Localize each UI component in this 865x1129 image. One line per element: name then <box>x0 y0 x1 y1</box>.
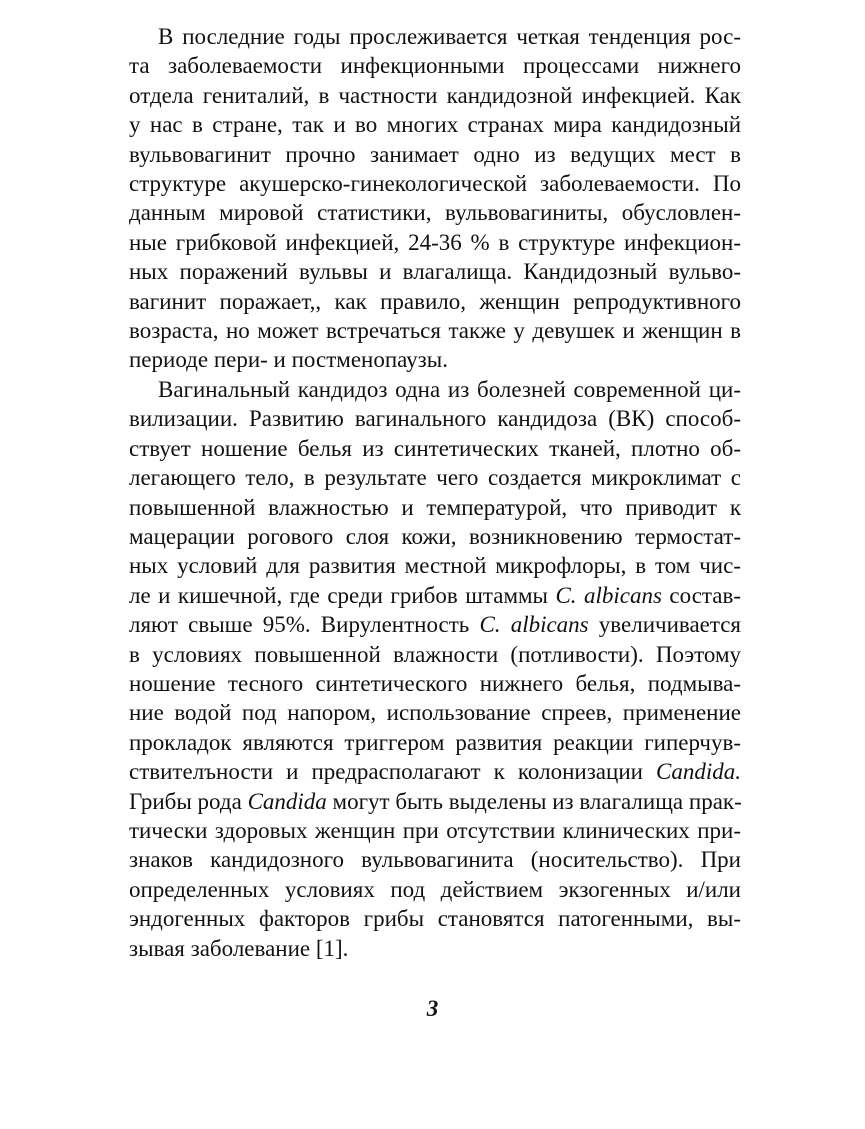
text-line: зывая заболевание [1]. <box>129 935 349 961</box>
text-line: периоде пери- и постменопаузы. <box>129 347 448 373</box>
text-line: легающего тело, в результате чего создается микроклимат с <box>129 465 741 491</box>
text-line <box>129 757 741 786</box>
text-line: в условиях повышенной влажности (потливости). Поэтому <box>129 641 741 667</box>
text-line: ных условий для развития местной микрофлоры, в том чис- <box>129 553 741 579</box>
text-line: ние водой под напором, использование спреев, применение <box>129 700 741 726</box>
text-line: определенных условиях под действием экзогенных и/или <box>129 876 741 902</box>
text-line: ные грибковой инфекцией, 24-36 % в структуре инфекцион- <box>129 229 741 255</box>
genus-name: Candida. <box>656 759 741 785</box>
text-segment: состав- <box>661 582 741 608</box>
text-line: ствует ношение белья из синтетических тканей, плотно об- <box>129 435 741 461</box>
text-line: Вагинальный кандидоз одна из болезней современной ци- <box>158 376 741 402</box>
paragraph-intro <box>129 22 741 375</box>
text-segment: ле и кишечной, где среди грибов штаммы <box>129 582 556 608</box>
text-line: вагинит поражает,, как правило, женщин репродуктивного <box>129 288 741 314</box>
text-line: эндогенных факторов грибы становятся патогенными, вы- <box>129 906 741 932</box>
text-line: ных поражений вульвы и влагалища. Кандидозный вульво- <box>129 259 741 285</box>
text-line: данным мировой статистики, вульвовагиниты, обусловлен- <box>129 200 741 226</box>
text-segment: увеличивается <box>588 612 741 638</box>
text-line: тически здоровых женщин при отсутствии клинических при- <box>129 817 741 843</box>
text-line: вилизации. Развитию вагинального кандидоза (ВК) способ- <box>129 406 741 432</box>
text-line <box>129 787 741 816</box>
text-line: у нас в стране, так и во многих странах мира кандидозный <box>129 112 741 138</box>
text-segment: могут быть выделены из влагалища прак- <box>326 788 742 814</box>
text-line: вульвовагинит прочно занимает одно из ведущих мест в <box>129 141 741 167</box>
text-line <box>129 610 741 639</box>
species-name: C. albicans <box>555 582 662 608</box>
text-line <box>129 581 741 610</box>
text-line: В последние годы прослеживается четкая тенденция рос- <box>158 24 741 49</box>
genus-name: Candida <box>247 788 327 814</box>
text-line: знаков кандидозного вульвовагинита (носительство). При <box>129 847 741 873</box>
page-number: 3 <box>426 996 439 1021</box>
species-name: C. albicans <box>479 612 589 638</box>
text-line: структуре акушерско-гинекологической заболеваемости. По <box>129 171 741 197</box>
text-line: возраста, но может встречаться также у девушек и женщин в <box>129 318 741 344</box>
text-line: ношение тесного синтетического нижнего белья, подмыва- <box>129 670 741 696</box>
text-line: мацерации рогового слоя кожи, возникновению термостат- <box>129 523 741 549</box>
text-line: отдела гениталий, в частности кандидозной инфекцией. Как <box>129 82 741 108</box>
text-line: та заболеваемости инфекционными процессами нижнего <box>129 53 741 79</box>
paragraph-candidiasis <box>129 375 741 963</box>
text-segment: ляют свыше 95%. Вирулентность <box>129 612 480 638</box>
text-segment: ствителъности и предрасполагают к колонизации <box>129 759 657 785</box>
text-segment: Грибы рода <box>129 788 248 814</box>
page-body <box>129 22 741 963</box>
text-line: повышенной влажностью и температурой, что приводит к <box>129 494 741 520</box>
text-line: прокладок являются триггером развития реакции гиперчув- <box>129 729 741 755</box>
